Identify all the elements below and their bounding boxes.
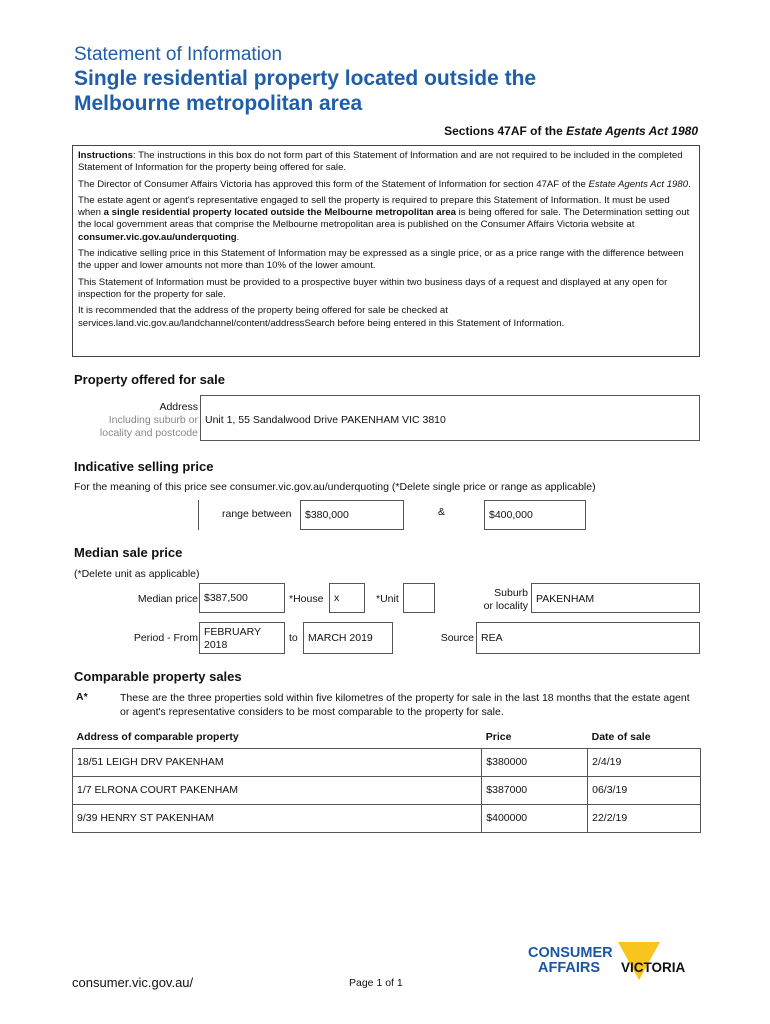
form-title: [74, 66, 674, 116]
price-high-field[interactable]: $400,000: [484, 500, 586, 530]
comparable-description: These are the three properties sold within five kilometres of the property for sale in the last 18 months that the estate agent or agent's representative considers to be most comparable to the property for sale.: [120, 692, 690, 718]
sections-act: Estate Agents Act 1980: [566, 124, 698, 138]
period-from-label: Period - From: [133, 632, 198, 644]
underquoting-link[interactable]: consumer.vic.gov.au/underquoting: [78, 231, 237, 243]
comparable-date-cell[interactable]: 22/2/19: [588, 804, 701, 832]
selling-price-note: For the meaning of this price see consumer.vic.gov.au/underquoting (*Delete single price or range as applicable): [74, 481, 596, 493]
range-ampersand: &: [438, 506, 446, 518]
selling-price-heading: Indicative selling price: [74, 459, 214, 474]
suburb-field[interactable]: PAKENHAM: [531, 583, 700, 613]
property-heading: Property offered for sale: [74, 372, 225, 387]
comparable-date-cell[interactable]: 06/3/19: [588, 776, 701, 804]
instructions-p4: The indicative selling price in this Statement of Information may be expressed as a single price, or as a price range with the difference between the upper and lower amounts not more than 10% of the lower amount.: [78, 248, 684, 272]
unit-checkbox[interactable]: [403, 583, 435, 613]
table-row: [73, 804, 701, 832]
price-low-field[interactable]: $380,000: [300, 500, 404, 530]
footer-url[interactable]: consumer.vic.gov.au/: [72, 975, 194, 990]
column-date: Date of sale: [591, 730, 651, 743]
logo-graphic: [528, 940, 703, 984]
title-line-2: Melbourne metropolitan area: [74, 92, 363, 115]
instructions-p2: The Director of Consumer Affairs Victoria has approved this form of the Statement of Information for section 47AF of the Estate Agents Act 1980.: [78, 178, 691, 190]
comparable-date-cell[interactable]: 2/4/19: [588, 748, 701, 776]
period-from-field[interactable]: FEBRUARY 2018: [199, 622, 285, 654]
median-note: (*Delete unit as applicable): [74, 568, 200, 580]
comparable-address-cell[interactable]: 9/39 HENRY ST PAKENHAM: [73, 804, 482, 832]
instructions-p6: It is recommended that the address of the property being offered for sale be checked at services.land.vic.gov.au/landchannel/content/addressSearch before being entered in this Statement of Information.: [78, 305, 565, 329]
logo-text-affairs: AFFAIRS: [538, 960, 601, 976]
form-pre-title: Statement of Information: [74, 44, 283, 65]
sections-reference: [444, 124, 698, 138]
source-field[interactable]: REA: [476, 622, 700, 654]
instructions-p1: Instructions: The instructions in this box do not form part of this Statement of Information and are not required to be included in the completed Statement of Information for the property being offered for sale.: [78, 150, 683, 174]
page-number: Page 1 of 1: [349, 977, 403, 989]
column-price: Price: [485, 730, 512, 743]
comparable-marker: A*: [76, 691, 88, 703]
title-line-1: Single residential property located outside the: [74, 67, 537, 90]
range-left-divider: [198, 500, 199, 530]
sections-prefix: Sections 47AF of the: [444, 124, 567, 138]
instructions-p5: This Statement of Information must be provided to a prospective buyer within two business days of a request and displayed at any open for inspection for the property for sale.: [78, 276, 668, 300]
address-field[interactable]: Unit 1, 55 Sandalwood Drive PAKENHAM VIC 3810: [200, 395, 700, 441]
period-to-label: to: [289, 632, 298, 644]
median-price-label: Median price: [137, 593, 198, 605]
logo-text-consumer: CONSUMER: [528, 945, 613, 961]
logo-text-victoria: VICTORIA: [621, 960, 686, 975]
house-checkbox[interactable]: x: [329, 583, 365, 613]
median-heading: Median sale price: [74, 545, 183, 560]
range-label: range between: [222, 508, 292, 520]
comparable-price-cell[interactable]: $400000: [482, 804, 588, 832]
comparable-address-cell[interactable]: 1/7 ELRONA COURT PAKENHAM: [73, 776, 482, 804]
suburb-label: Suburb or locality: [483, 587, 528, 612]
source-label: Source: [440, 632, 474, 644]
comparable-table: [72, 726, 701, 833]
table-row: [73, 776, 701, 804]
house-label: *House: [289, 593, 324, 605]
instructions-p3: The estate agent or agent's representative engaged to sell the property is required to prepare this Statement of Information. It must be used when a single residential property located outside the Melbourne metropolitan area is being offered for sale. The Determination setting out the local government areas that comprise the Melbourne metropolitan area is published on the Consumer Affairs Victoria website at consumer.vic.gov.au/underquoting.: [78, 194, 690, 243]
period-to-field[interactable]: MARCH 2019: [303, 622, 393, 654]
table-row: [73, 748, 701, 776]
comparable-heading: Comparable property sales: [74, 669, 242, 684]
instructions-box: [72, 145, 700, 357]
address-label: Address Including suburb or locality and postcode: [99, 401, 198, 439]
column-address: Address of comparable property: [76, 730, 239, 743]
comparable-address-cell[interactable]: 18/51 LEIGH DRV PAKENHAM: [73, 748, 482, 776]
consumer-affairs-victoria-logo: [528, 940, 703, 984]
median-price-field[interactable]: $387,500: [199, 583, 285, 613]
unit-label: *Unit: [376, 593, 399, 605]
comparable-price-cell[interactable]: $387000: [482, 776, 588, 804]
comparable-header-row: [73, 726, 701, 748]
comparable-price-cell[interactable]: $380000: [482, 748, 588, 776]
